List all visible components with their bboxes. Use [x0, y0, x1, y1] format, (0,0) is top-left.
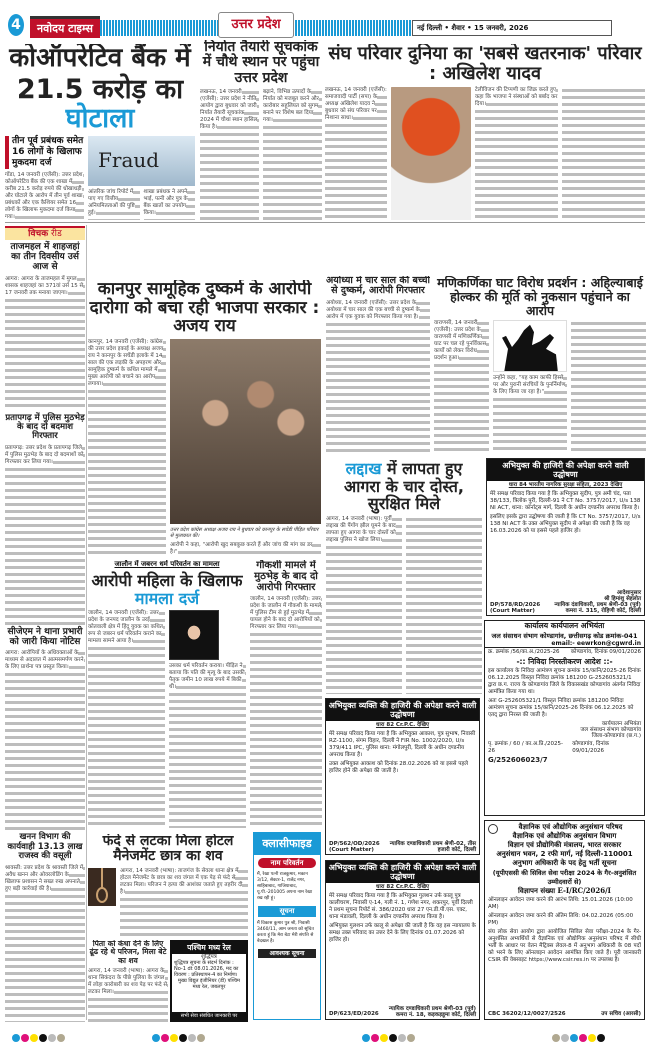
jal-email: email:- eewrkon@cgwrd.in — [485, 640, 644, 648]
csir-recruitment-ad — [484, 820, 645, 1020]
notice-1-section: धारा 84 भारतीय नागरिक सुरक्षा संहिता, 2023 देखिए — [508, 482, 623, 488]
kanpur-caption: उत्तर प्रदेश कांग्रेस अध्यक्ष अजय राय ने बुधवार को कानपुर के सचेंडी पीड़ित परिवार से मुलाकात की। — [170, 527, 319, 539]
notice-label: सूचना — [258, 906, 316, 917]
kanpur-body-2: आरोपी ने कहा, "आरोपी खुद सबकुछ करते हैं और जांच की मांग का डर है।" — [170, 542, 321, 556]
kanpur-body: कानपुर, 14 जनवरी (एजेंसी): कांग्रेस की उत्तर प्रदेश इकाई के अध्यक्ष अजय राय ने कानपुर के सचेंडी इलाके में 14 साल की एक लड़की के अपहरण और सामूहिक दुष्कर्म के कथित मामले में मुख्य आरोपी को बचाने का आरोप लगाया। — [88, 339, 166, 556]
jal-text-2: अतः G-252605321/1 विस्तृत निविदा क्रमांक 181200 निविदा आमंत्रण सूचना क्रमांक 15/कानि/2025-26 दिनांक 06.12.2025 को एतद् द्वारा निरस्त की जाती है। — [488, 698, 634, 718]
jal-title-2: जल संसाधन संभाग कोण्डागांव, छत्तीसगढ़ कोड क्रमांक-041 — [491, 632, 638, 640]
kanpur-headline: कानपुर सामूहिक दुष्कर्म के आरोपी दारोगा को बचा रही भाजपा सरकार : अजय राय — [89, 280, 320, 337]
notice-2-code: DP/562/OD/2026 (Court Matter) — [329, 841, 380, 853]
jalaun-body-2: उसका धर्म परिवर्तन कराया। पीड़ित ने बताया कि पति की मृत्यु के बाद उसकी पैतृक जमीन 10 लाख रुपये में बिकी थी। — [169, 663, 246, 828]
kanpur-story — [88, 280, 321, 556]
pratapgarh-headline: प्रतापगढ़ में पुलिस मुठभेड़ के बाद दो बदमाश गिरफ्तार — [5, 412, 85, 442]
pratapgarh-body: प्रतापगढ़: उत्तर प्रदेश के प्रतापगढ़ जिले में पुलिस मुठभेड़ के बाद दो बदमाशों को गिरफ्तार कर लिया गया। — [5, 445, 85, 625]
jalaun-kicker: जालौन में जबरन धर्म परिवर्तन का मामला — [114, 560, 220, 568]
jalaun-headline-a: आरोपी महिला के खिलाफ — [91, 571, 243, 590]
railway-title: पश्चिम मध्य रेल — [172, 942, 246, 954]
railway-sub: शुद्धिपत्र — [201, 954, 217, 960]
notice-3-sign: न्यायिक दण्डाधिकारी प्रथम श्रेणी-03 (पूर्व) कमरा नं. 18, कड़कड़डूमा कोर्ट, दिल्ली — [388, 1006, 476, 1018]
protest-image — [493, 320, 567, 372]
railway-ad — [170, 940, 248, 1022]
manikarnika-body-2: उन्होंने कहा, "यह काम काफी हिस्से पर और पुरानी संरचियों के पुनर्निर्माण के लिए किया जा रहा है।" — [493, 375, 567, 454]
khanan-body: श्रावस्ती: उत्तर प्रदेश के श्रावस्ती जिले में अवैध खनन और ओवरलोडिंग के खिलाफ प्रशासन ने सख्त रुख अपनाते हुए बड़ी कार्रवाई की है। — [5, 865, 85, 1022]
coop-subhead: तीन पूर्व प्रबंधक समेत 16 लोगों के खिलाफ मुकदमा दर्ज — [5, 136, 84, 169]
jalaun-headline — [88, 572, 246, 607]
notice-3-text: मेरे समक्ष परिवाद किया गया है कि अभियुक्त गुलशन उर्फ कालू पुत्र कालीचरण, निवासी ए-14, गली नं. 1, गणेश नगर, शकरपुर, पूर्वी दिल्ली ने प्रथम सूचना रिपोर्ट सं. 386/2020 धारा 27 एन.डी.पी.एस. एक्ट, थाना मंडावली, दिल्ली के अधीन दण्डनीय अपराध किया है। — [329, 893, 473, 920]
notice-1-sign: आदेशानुसार श्री हिमांशु सेहलोत न्यायिक दंडाधिकारी, प्रथम श्रेणी-03 (पूर्व) कमरा नं. 315, रोहिणी कोर्ट, दिल्ली — [554, 590, 641, 614]
ayodhya-headline: अयोध्या में चार साल की बच्ची से दुष्कर्म, आरोपी गिरफ्तार — [326, 276, 430, 297]
pita-headline: पिता को कंधा देने के लिए ढूंढ रहे थे परिजन, मिला बेटे का शव — [89, 940, 167, 965]
coop-headline-1: कोऑपरेटिव बैंक में — [9, 44, 191, 73]
hotel-body: आगरा, 14 जनवरी (भाषा): ताजगंज के सेवला थाना क्षेत्र में होटल मैनेजमेंट के छात्र का शव जंगल में एक पेड़ से फंदे से लटका मिला। परिजन ने हत्या की आशंका जताते हुए तहरीर दी है। — [120, 868, 248, 938]
gaukashi-headline: गौकशी मामले में मुठभेड़ के बाद दो आरोपी गिरफ्तार — [254, 560, 318, 593]
fraud-image — [88, 136, 195, 186]
ladakh-body: आगरा, 14 जनवरी (भाषा): पूर्वी लद्दाख की पैंगोंग झील घूमने के बाद लापता हुए आगरा के चार दोस्तों को लद्दाख पुलिस ने खोज लिया। — [326, 516, 402, 694]
jal-title-1: कार्यालय कार्यपालन अभियंता — [524, 621, 605, 630]
coop-body: गोंडा, 14 जनवरी (एजेंसी): उत्तर प्रदेश कोऑपरेटिव बैंक की एक शाखा में करीब 21.5 करोड़ रुपये की धोखाधड़ी और घोटाले के आरोप में तीन पूर्व शाखा प्रबंधकों और एक कैशियर समेत 16 लोगों के खिलाफ मुकदमा दर्ज किया गया। — [5, 171, 83, 220]
akhilesh-photo — [391, 87, 471, 220]
jal-ref-row: क्र. क्रमांक /56/का.अ./2025-26 कोण्डागांव, दिनांक 09/01/2026 — [488, 649, 641, 655]
jalaun-body: जालौन, 14 जनवरी (एजेंसी): उत्तर प्रदेश के जनपद जालौन के उरई कोतवाली क्षेत्र में हिंदू युवक का कथित रूप से जबरन धर्म परिवर्तन कराने का मामला सामने आया है। — [88, 610, 165, 828]
pita-body: आगरा, 14 जनवरी (भाषा): आगरा के थाना सिकंदरा के पीछे पुलिया के जंगल में लोहा कारोबारी का शव पेड़ पर फंदे से लटका मिला। — [88, 968, 168, 1022]
railway-footer: सभी सेवा संबंधित जानकारी पर — [172, 1012, 246, 1020]
csir-line-6: (यूपीएससी की सिविल सेवा परीक्षा 2024 के गैर-अनुशंसित उम्मीदवारों से) — [492, 869, 637, 886]
ladakh-body-2 — [406, 516, 482, 694]
notice-3-section: धारा 82 Cr.P.C. देखिए — [375, 884, 430, 890]
csir-line-4: अनुसंधान भवन, 2 रफी मार्ग, नई दिल्ली-110001 — [496, 850, 633, 858]
fraud-image-text: Fraud — [98, 147, 160, 172]
cjm-body: आगरा: आरोपियों के अधिवक्ताओं के माध्यम से अदालत में आत्मसमर्पण करने के लिए प्रार्थना पत्र प्रस्तुत किया। — [5, 650, 85, 830]
gaukashi-story — [250, 560, 322, 828]
railway-text: शुद्धिपत्र सूचना के संदर्भ दिनांक : No-1 dt 08.01.2026, मद का विवरण : प्रतिस्थापन-4 का निर्माण। — [174, 960, 239, 978]
left-column — [5, 226, 85, 1022]
akhilesh-body: लखनऊ, 14 जनवरी (एजेंसी): समाजवादी पार्टी (सपा) के अध्यक्ष अखिलेश यादव ने बुधवार को संघ परिवार पर निशाना साधा। — [325, 87, 387, 220]
burqa-woman-image — [169, 610, 219, 660]
ladakh-story — [326, 460, 482, 694]
akhilesh-body-3 — [562, 87, 645, 220]
ladakh-headline-a: लद्दाख — [345, 460, 382, 478]
notice-1-text-2: इसलिए इसके द्वारा उद्घोषणा की जाती है कि CT No. 3757/2017, U/s 138 NI ACT के उक्त अभियुक्त सुदीप से अपेक्षा की जाती है कि वह 16.03.2026 को या इससे पहले हाजिर हो। — [490, 514, 641, 534]
notice-1-text: मेरे समक्ष परिवाद किया गया है कि अभियुक्त सुदीप, पुत्र अमी चंद, पता 38/133, त्रिलोक पुरी, दिल्ली-91 ने CT No. 3757/2017, U/s 138 NI ACT, थाना: कॉर्नाट्स मार्ग, दिल्ली के अधीन दण्डनीय अपराध किया है। — [490, 491, 641, 511]
name-change-text: मैं, रेखा पत्नी राजकुमार, मकान 3/12, सेक्टर-1, राजेंद्र नगर, साहिबाबाद, गाजियाबाद, यू.पी.-201005 अपना नाम रेखा रख रही हूं। — [257, 872, 312, 901]
notice-tender-cancellation — [484, 620, 645, 816]
classified-section — [253, 832, 321, 1020]
pita-story — [88, 940, 168, 1022]
notice-text: मैं विकास कुमार पुत्र श्री, निवासी 3460/11, आम जनता को सूचित करता हूं कि मेरा बेटा मेरी संपत्ति से बेदखल है। — [257, 921, 314, 944]
jal-heading: -:: निविदा निरस्तीकरण आदेश ::- — [516, 657, 613, 666]
csir-line-2: वैज्ञानिक एवं औद्योगिक अनुसंधान विभाग — [512, 832, 617, 840]
jal-ref2-row: पृ. क्रमांक / 60 / का.अ.प्रि./2025-26 कोण्डागांव, दिनांक 09/01/2026 — [488, 741, 610, 754]
kanpur-photo — [170, 339, 321, 524]
notice-1-code: DP/578/RD/2026 (Court Matter) — [490, 602, 541, 614]
export-body-2: बढ़ाने, विभिन्न उत्पादों के निर्यात को मजबूत करने और कारोबार सहूलियत को सुगम बनाने पर विशेष बल दिया गया। — [263, 89, 322, 220]
notice-1-title: अभियुक्त की हाजिरी की अपेक्षा करने वाली उद्घोषणा — [487, 459, 644, 481]
column-divider — [86, 225, 87, 1020]
notice-2-text: मेरे समक्ष परिवाद किया गया है कि अभियुक्त आकाश, पुत्र सुभाष, निवासी RZ-1100, संगम विहार, दिल्ली ने FIR No. 1002/2020, U/s 379/411 IPC, पुलिस थाना: मंगोलपुरी, दिल्ली के अधीन दण्डनीय अपराध किया है। — [329, 731, 476, 758]
ladakh-headline — [326, 460, 482, 513]
notice-2-text-2: उक्त अभियुक्त आकाश को दिनांक 28.02.2026 को या इससे पहले हाजिर होने की अपेक्षा की जाती है। — [329, 761, 468, 774]
name-change-label: नाम परिवर्तन — [258, 858, 316, 868]
jalaun-story — [88, 560, 246, 828]
section-title: उत्तर प्रदेश — [218, 12, 294, 38]
coop-body-3: शाखा प्रबंधक ने अपने भाई, पत्नी और पुत्र के बैंक खातों का उपयोग किया। — [144, 189, 196, 220]
vichar-label-a: विचक — [28, 229, 49, 239]
hotel-headline: फंदे से लटका मिला होटल मैनेजमेंट छात्र का शव — [102, 834, 234, 865]
coop-body-2: आंतरिक जांच रिपोर्ट में पाए गए वित्तीय अनियमितताओं की पुष्टि हुई। — [88, 189, 140, 220]
notice-court-proclamation-3 — [325, 860, 480, 1020]
notice-court-proclamation-1 — [486, 458, 645, 616]
csir-date-2: ऑनलाइन आवेदन जमा करने की अंतिम तिथि: 04.02.2026 (05:00 PM) — [488, 913, 634, 926]
csir-text: संघ लोक सेवा आयोग द्वारा आयोजित सिविल सेवा परीक्षा-2024 के गैर-अनुशंसित अभ्यर्थियों से वैज्ञानिक एवं औद्योगिक अनुसंधान परिषद में सीधी भर्ती के आधार पर वेतन मैट्रिक्स लेवल-8 में अनुभाग अधिकारी के 08 पदों को भरने के लिए ऑनलाइन आवेदन आमंत्रित किए जाते हैं। पूरी जानकारी CSIR की वेबसाइट https://www.csir.res.in पर उपलब्ध है। — [488, 929, 641, 963]
divider-top — [5, 222, 645, 223]
export-story — [200, 40, 322, 220]
taj-headline: ताजमहल में शाहजहां का तीन दिवसीय उर्स आज से — [10, 242, 80, 272]
coop-story — [5, 44, 195, 220]
khanan-headline: खनन विभाग की कार्यवाही 13.13 लाख राजस्व की वसूली — [7, 832, 83, 862]
railway-sign: मुख्य विद्युत इंजीनियर (डी) पश्चिम मध्य रेल, जबलपुर — [177, 978, 241, 990]
coop-headline-2a: 21.5 करोड़ का — [16, 73, 184, 105]
hotel-story — [88, 834, 248, 938]
export-body: लखनऊ, 14 जनवरी (एजेंसी): उत्तर प्रदेश ने नीति आयोग द्वारा बुधवार को जारी निर्यात तैयारी सूचकांक 2024 में चौथा स्थान हासिल किया है। — [200, 89, 259, 220]
notice-3-code: DP/623/ED/2026 — [329, 1011, 379, 1017]
manikarnika-body: वाराणसी, 14 जनवरी (एजेंसी): उत्तर प्रदेश के वाराणसी में मणिकर्णिका घाट पर चल रहे पुनर्विकास कार्यों को लेकर विरोध प्रदर्शन हुआ। — [434, 320, 489, 454]
manikarnika-headline: मणिकर्णिका घाट विरोध प्रदर्शन : अहिल्याबाई होल्कर की मूर्ति को नुकसान पहुंचाने का आरोप — [437, 276, 643, 318]
page-header — [0, 8, 650, 42]
csir-line-3: विज्ञान एवं प्रौद्योगिकी मंत्रालय, भारत सरकार — [507, 841, 622, 849]
coop-headline-2b: घोटाला — [65, 103, 135, 135]
csir-line-7: विज्ञापन संख्या E-I/RC/2026/I — [518, 886, 611, 895]
page-number: 4 — [8, 14, 24, 36]
akhilesh-body-2: टेलीविजन की टिप्पणी का जिक्र करते हुए कहा कि भाजपा ने संस्थाओं को बर्बाद कर दिया। — [475, 87, 558, 220]
jal-sign: कार्यपालन अभियंता जल संसाधन संभाग कोण्डागांव जिला-कोण्डागांव (छ.ग.) — [580, 721, 641, 739]
taj-body: आगरा: आगरा के ताजमहल में मुगल शासक शाहजहां का 371वां उर्स 15 से 17 जनवरी तक मनाया जाएगा। — [5, 276, 85, 411]
akhilesh-story — [325, 44, 645, 220]
vichar-read-label — [5, 226, 85, 240]
csir-date-1: ऑनलाइन आवेदन जमा करने की आरंभ तिथि: 15.01.2026 (10:00 AM) — [488, 897, 633, 910]
csir-line-1: वैज्ञानिक एवं औद्योगिक अनुसंधान परिषद — [518, 823, 623, 831]
coop-lower — [5, 136, 195, 220]
public-notice-label: आवश्यक सूचना — [258, 949, 316, 958]
cjm-headline: सीजेएम ने थाना प्रभारी को जारी किया नोटिस — [7, 626, 83, 647]
csir-footer: CBC 36202/12/0027/2526 उप सचिव (आरसी) — [488, 1011, 641, 1017]
jalaun-headline-b: मामला दर्ज — [134, 588, 200, 608]
gaukashi-body: जालौन, 14 जनवरी (एजेंसी): उत्तर प्रदेश के जालौन में गौकशी के मामले में पुलिस टीम से हुई मुठभेड़ में घायल होने के बाद दो आरोपियों को गिरफ्तार कर लिया गया। — [250, 596, 322, 828]
coop-headline-2 — [5, 75, 195, 134]
ayodhya-body: अयोध्या, 14 जनवरी (एजेंसी): उत्तर प्रदेश के अयोध्या में चार साल की एक बच्ची से दुष्कर्म के आरोप में एक युवक को गिरफ्तार किया गया है। — [326, 300, 430, 454]
jal-text: इस कार्यालय के निविदा आमंत्रण सूचना क्रमांक 15/कानि/2025-26 दिनांक 06.12.2025 विस्तृत निविदा क्रमांक 181200 G-252605321/1 द्वारा छ.ग. राज्य के कोण्डागांव जिले के विकासखंड कोण्डागांव अंतर्गत निविदा आमंत्रित किया गया था। — [488, 668, 641, 695]
akhilesh-headline: संघ परिवार दुनिया का 'सबसे खतरनाक' परिवार : अखिलेश यादव — [328, 44, 642, 84]
vichar-label-b: रीड — [48, 229, 62, 239]
dateline: नई दिल्ली • शैवार • 15 जनवरी, 2026 — [412, 20, 612, 36]
csir-line-5: अनुभाग अधिकारी के पद हेतु भर्ती सूचना — [512, 859, 617, 867]
export-headline: निर्यात तैयारी सूचकांक में चौथे स्थान पर पहुंचा उत्तर प्रदेश — [202, 40, 320, 86]
notice-2-section: धारा 82 Cr.P.C. देखिए — [375, 722, 430, 728]
notice-3-text-2: अभियुक्त गुलशन उर्फ कालू से अपेक्षा की जाती है कि वह इस न्यायालय के समक्ष उक्त परिवाद का उत्तर देने के लिए दिनांक 01.07.2026 को हाजिर हो। — [329, 923, 476, 943]
notice-3-title: अभियुक्त व्यक्ति की हाजिरी की अपेक्षा करने वाली उद्घोषणा — [326, 861, 479, 883]
manikarnika-body-3 — [571, 320, 646, 454]
manikarnika-story — [434, 276, 646, 454]
print-color-marks — [12, 1027, 650, 1037]
classified-title: क्लासीफाइड — [254, 833, 320, 855]
notice-court-proclamation-2 — [325, 698, 480, 855]
noose-image — [88, 868, 116, 906]
notice-2-sign: न्यायिक दण्डाधिकारी प्रथम श्रेणी-02, तीस हजारी कोर्ट, दिल्ली — [389, 841, 476, 853]
jal-code: G/252606023/7 — [488, 756, 548, 764]
ladakh-headline-b: में लापता हुए आगरा के चार दोस्त, सुरक्षित मिले — [344, 460, 464, 514]
ayodhya-story — [326, 276, 430, 454]
notice-2-title: अभियुक्त व्यक्ति की हाजिरी की अपेक्षा करने वाली उद्घोषणा — [326, 699, 479, 721]
masthead-logo: नवोदय टाइम्स — [30, 16, 100, 38]
csir-logo-icon — [488, 824, 498, 834]
